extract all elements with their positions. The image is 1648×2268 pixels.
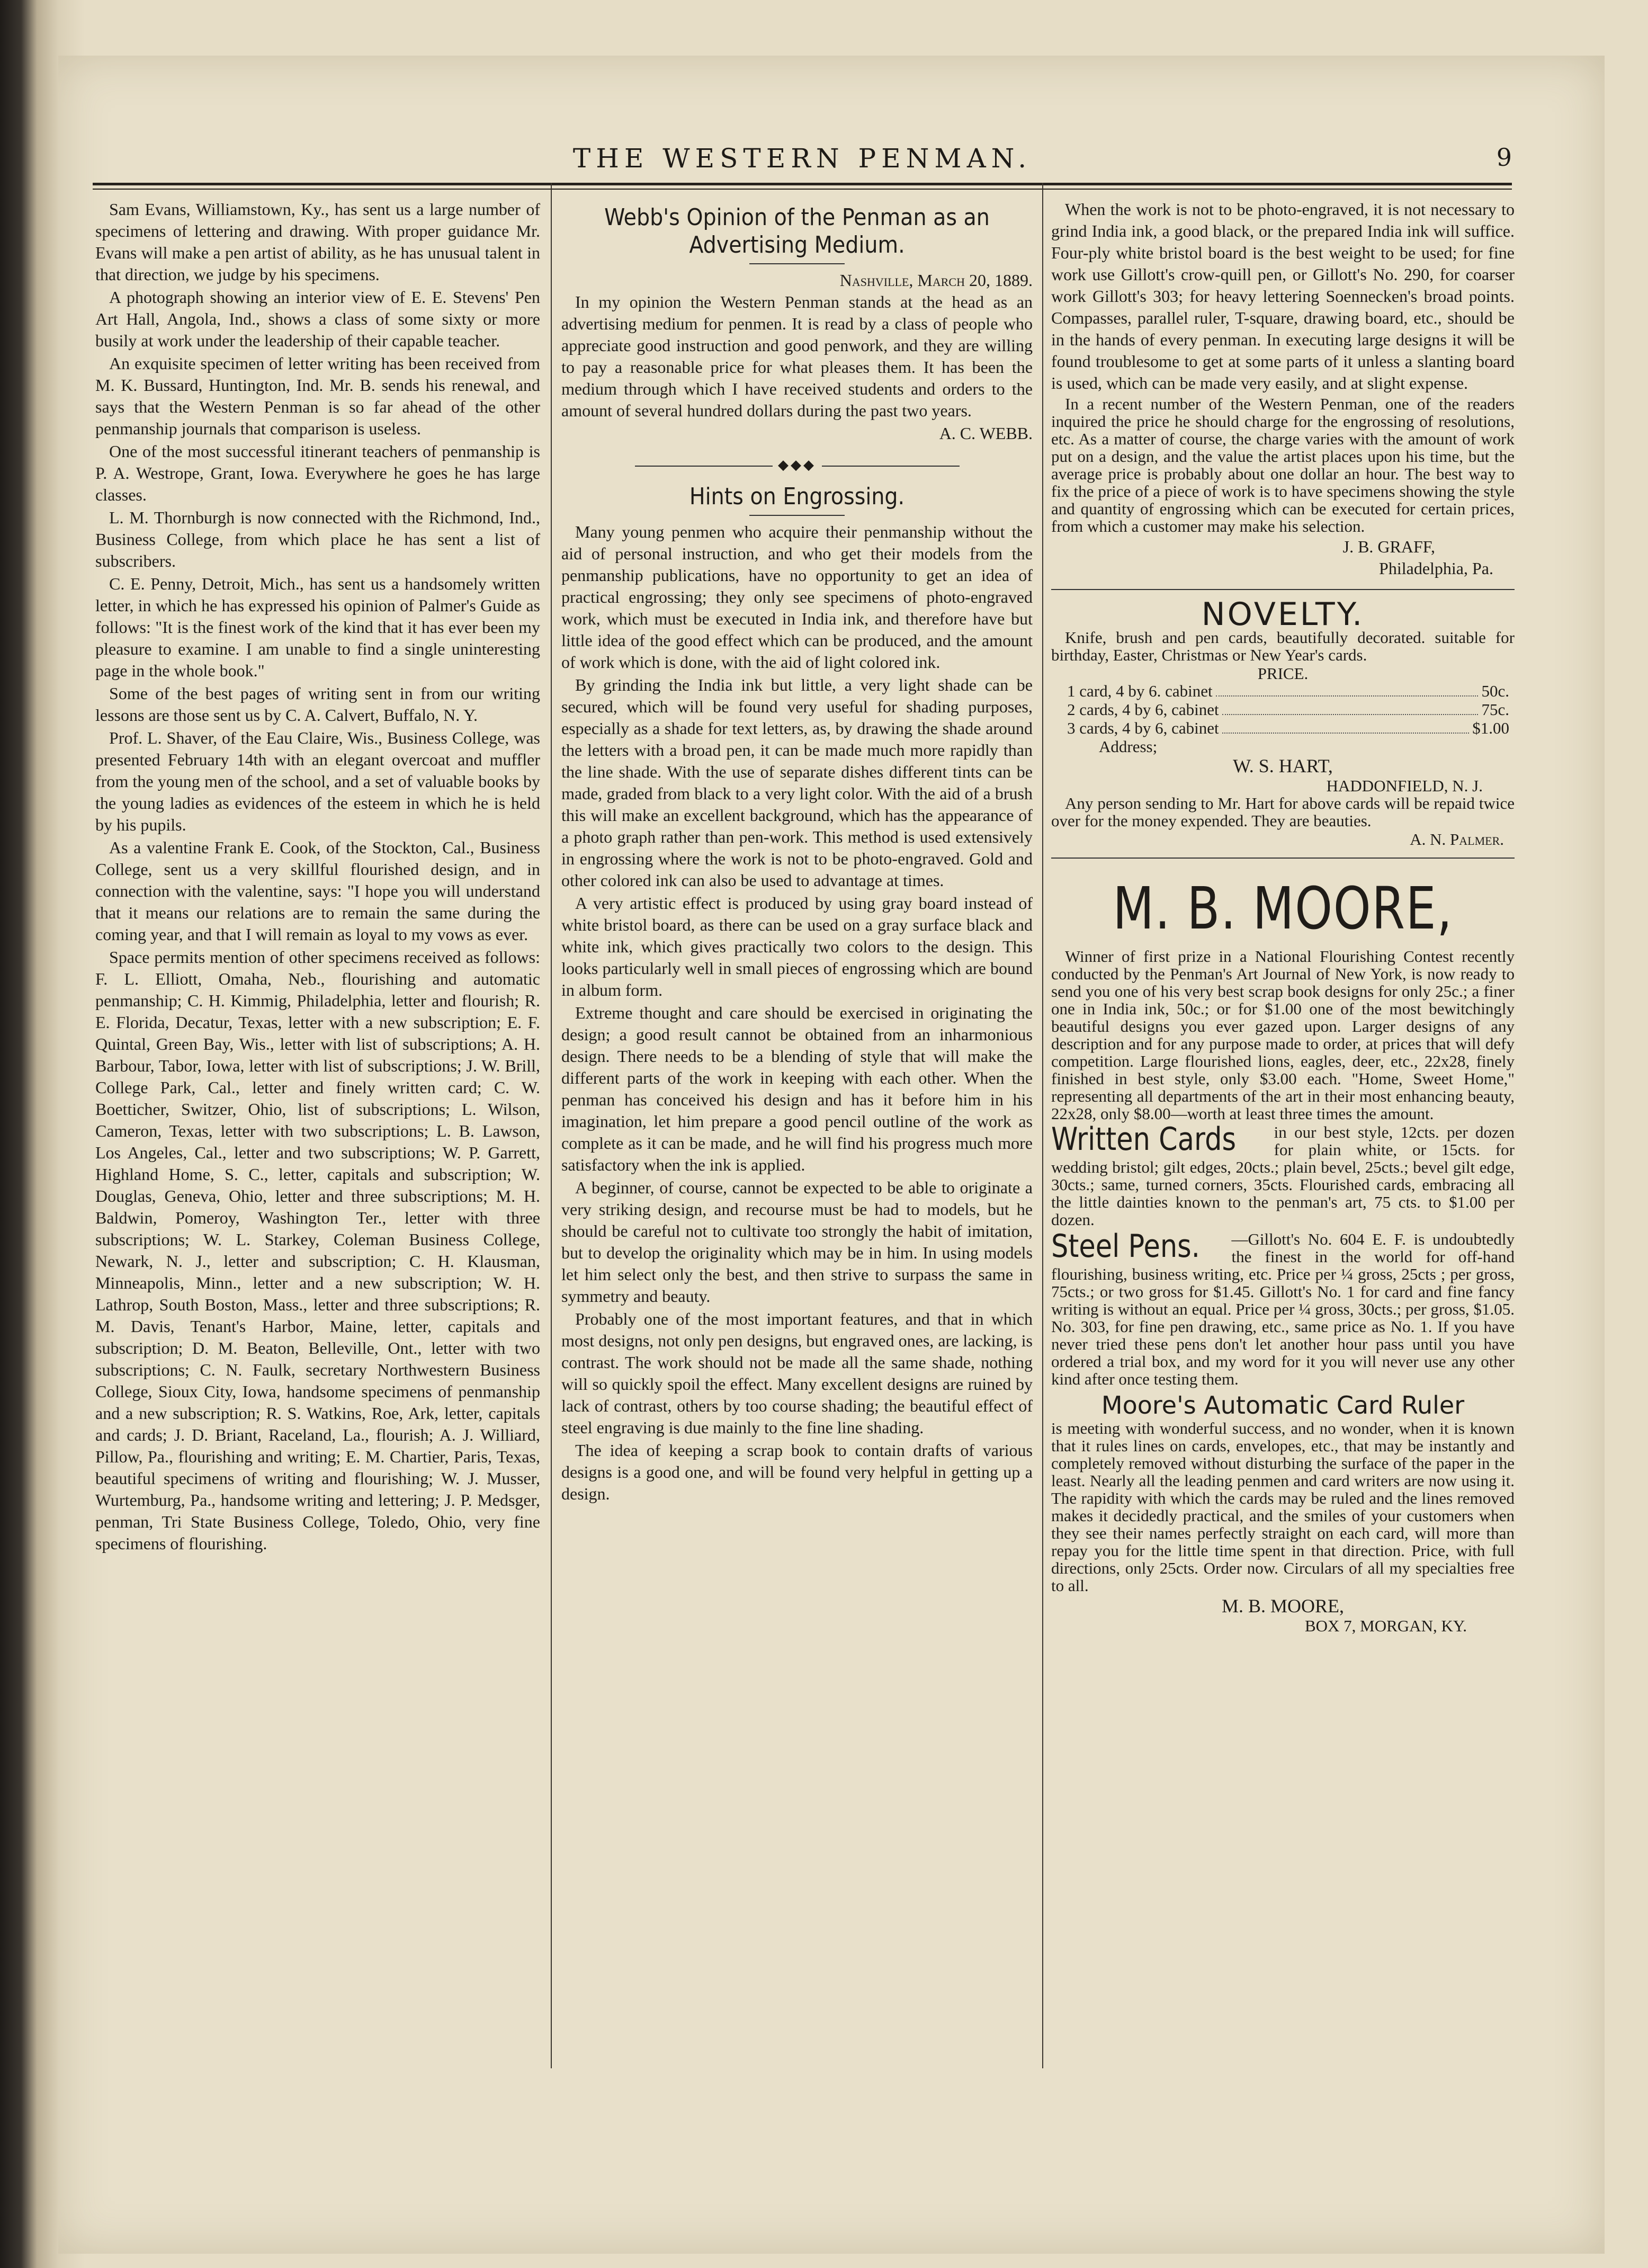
column-2 [561,199,1033,1506]
price-heading: PRICE. [1257,664,1309,683]
news-item: Space permits mention of other specimens received as follows: F. L. Elliott, Omaha, Neb., flourishing and automatic penmanship; C. H. Kimmig, Philadelphia, letter and flourish; R. E. Florida, Decatur, Texas, letter with a new subscription; E. F. Quintal, Green Bay, Wis., letter with list of subscriptions; A. H. Barbour, Tabor, Iowa, letter with list of subscriptions; J. W. Brill, College Park, Cal., letter and finely written card; C. W. Boetticher, Switzer, Ohio, list of subscriptions; L. Wilson, Cameron, Texas, letter with two subscriptions; L. B. Lawson, Los Angeles, Cal., letter and two subscriptions; W. P. Garrett, Highland Home, S. C., letter, capitals and subscription; W. Douglas, Geneva, Ohio, letter and three subscriptions; M. H. Baldwin, Pomeroy, Washington Ter., letter with three subscriptions; W. L. Starkey, Coleman Business College, Newark, N. J., letter and subscription; C. H. Klausman, Minneapolis, Minn., letter and a new subscription; W. H. Lathrop, South Boston, Mass., letter and three subscriptions; R. M. Davis, Tenant's Harbor, Maine, letter, capitals and subscription; D. M. Beaton, Belleville, Ont., letter with two subscriptions; C. N. Faulk, secretary Northwestern Business College, Sioux City, Iowa, handsome specimens of penmanship and a new subscription; R. S. Watkins, Roe, Ark, letter, capitals and cards; J. D. Briant, Raceland, La., flourish; A. J. Williard, Pillow, Pa., flourishing and writing; E. M. Chartier, Paris, Texas, beautiful specimens of writing and flourishing; W. J. Musser, Wurtemburg, Pa., handsome writing and lettering; J. P. Medsger, penman, Tri State Business College, Toledo, Ohio, very fine specimens of flourishing. [95,948,540,1553]
price-list [1051,682,1515,738]
news-item: L. M. Thornburgh is now connected with the Richmond, Ind., Business College, from which place he has sent a list of subscribers. [95,508,540,570]
title-rule [749,263,845,264]
moore-address: BOX 7, MORGAN, KY. [1304,1617,1467,1635]
leader-dots [1216,695,1479,697]
novelty-ad-title: NOVELTY. [1201,596,1365,633]
news-item: A photograph showing an interior view of E. E. Stevens' Pen Art Hall, Angola, Ind., shows a class of some sixty or more busily at work under the leadership of their capable teacher. [95,288,540,350]
webb-signature: A. C. WEBB. [939,424,1033,443]
advertiser-city: HADDONFIELD, N. J. [1326,776,1483,795]
leader-dots [1222,733,1470,734]
page-header [93,143,1512,180]
hints-paragraph: Extreme thought and care should be exercised in originating the design; a good result cannot be obtained from an inharmonious design. There needs to be a blending of style that will make the different parts of the work in keeping with each other. When the penman has conceived his design and has it before him in his imagination, let him prepare a good pencil outline of the work as complete as it can be made, and he will find his progress much more satisfactory when the ink is applied. [561,1003,1033,1174]
novelty-intro: Knife, brush and pen cards, beautifully decorated. suitable for birthday, Easter, Christmas or New Year's cards. [1051,628,1515,664]
running-title: THE WESTERN PENMAN. [572,143,1032,174]
hints-paragraph: By grinding the India ink but little, a very light shade can be secured, which will be found very useful for shading purposes, especially as a shade for text letters, as, by drawing the shade around the letters with a broad pen, it can be made much more rapidly than the line shade. With the use of separate dishes different tints can be made, graded from black to a very light color. With the aid of a brush this will make an excellent background, which has the appearance of a photo graph rather than pen-work. This method is used extensively in engrossing where the work is not to be photo-engraved. Gold and other colored ink can also be used to advantage at times. [561,675,1033,890]
column-divider-2 [1042,183,1043,2068]
ornament-divider: ◆◆◆ [561,454,1033,476]
leader-dots [1222,714,1479,715]
hints-continued: In a recent number of the Western Penman, one of the readers inquired the price he should charge for the engrossing of resolutions, etc. As a matter of course, the charge varies with the amount of work put on a design, and the value the artist places upon his time, but the average price is probably about one dollar an hour. The best way to fix the price of a piece of work is to have specimens showing the style and quantity of engrossing which can be executed for certain prices, from which a customer may make his selection. [1051,395,1515,535]
webb-dateline: Nashville, March 20, 1889. [839,271,1033,290]
price-value: 75c. [1481,700,1509,719]
graff-location: Philadelphia, Pa. [1379,559,1493,578]
card-ruler-title: Moore's Automatic Card Ruler [1101,1391,1465,1419]
steel-pens-block [1051,1228,1515,1388]
hints-paragraph: Probably one of the most important features, and that in which most designs, not only pen designs, but engraved ones, are lacking, is contrast. The work should not be made all the same shade, nothing will so quickly spoil the effect. Many excellent designs are ruined by lack of contrast, others by too course shading; the beautiful effect of steel engraving is due mainly to the fine line shading. [561,1309,1033,1437]
novelty-note: Any person sending to Mr. Hart for above cards will be repaid twice over for the money expended. They are beauties. [1051,794,1515,830]
page-number: 9 [1496,143,1512,172]
price-row [1067,682,1509,701]
price-value: $1.00 [1472,719,1509,737]
card-ruler-text: is meeting with wonderful success, and no wonder, when it is known that it rules lines on cards, envelopes, etc., that may be instantly and completely removed without disturbing the surface of the paper in the least. Nearly all the leading penmen and card writers are now using it. The rapidity with which the cards may be ruled and the lines removed makes it decidedly practical, and the smiles of your customers when they see their names perfectly straight on each card, will more than repay you for the little time spent in that direction. Price, with full directions, only 25cts. Order now. Circulars of all my specialties free to all. [1051,1419,1515,1595]
price-value: 50c. [1481,682,1509,700]
written-cards-text: in our best style, 12cts. per dozen for plain white, or 15cts. for wedding bristol; gilt edges, 20cts.; plain bevel, 25cts.; bevel gilt edge, 30cts.; same, turned corners, 35cts. Flourished cards, embracing all the little dainties known to the penman's art, 75 cts. to $1.00 per dozen. [1051,1123,1515,1229]
written-cards-block [1051,1123,1515,1228]
price-row [1067,701,1509,719]
news-item: As a valentine Frank E. Cook, of the Stockton, Cal., Business College, sent us a very skillful flourished design, and in connection with the valentine, says: "I hope you will understand that it means our relations are to remain the same during the coming year, and that I will remain as loyal to my vows as ever. [95,838,540,944]
news-item: Prof. L. Shaver, of the Eau Claire, Wis., Business College, was presented February 14th with an elegant overcoat and muffler from the young men of the school, and a set of valuable books by the young ladies as evidences of the esteem in which he is held by his pupils. [95,728,540,834]
moore-signature: M. B. MOORE, [1221,1595,1345,1617]
header-rule-thin [93,189,1512,190]
written-cards-title: Written Cards [1051,1121,1237,1158]
title-rule [749,515,845,516]
price-item: 1 card, 4 by 6. cabinet [1067,682,1213,700]
section-rule [1051,858,1515,859]
price-item: 3 cards, 4 by 6, cabinet [1067,719,1219,737]
moore-ad-title: M. B. MOORE, [1113,874,1453,942]
moore-intro: Winner of first prize in a National Flourishing Contest recently conducted by the Penman's Art Journal of New York, is now ready to send you one of his very best scrap book designs for only 25c.; a finer one in India ink, 50c.; or for $1.00 one of the most bewitchingly beautiful designs you ever gazed upon. Larger designs of any description and for any purpose made to order, at prices that will defy competition. Large flourished lions, eagles, deer, etc., 22x28, finely finished in best style, only $3.00 each. "Home, Sweet Home," representing all departments of the art in their most enhancing beauty, 22x28, only $8.00—worth at least three times the amount. [1051,947,1515,1123]
hints-article-title: Hints on Engrossing. [689,483,905,510]
header-rule-thick [93,183,1512,185]
news-item: C. E. Penny, Detroit, Mich., has sent us a handsomely written letter, in which he has expressed his opinion of Palmer's Guide as follows: "It is the finest work of the kind that it has ever been my pleasure to examine. I am unable to find a single uninteresting page in the whole book." [95,574,540,680]
webb-body: In my opinion the Western Penman stands at the head as an advertising medium for penmen. It is read by a class of people who appreciate good instruction and good penwork, and they are willing to pay a reasonable price for what pleases them. It has been the medium through which I have received students and orders to the amount of several hundred dollars during the past two years. [561,292,1033,420]
hints-paragraph: Many young penmen who acquire their penmanship without the aid of personal instruction, and who get their models from the penmanship publications, have no opportunity to get an idea of practical engrossing; they only see specimens of photo-engraved work, which must be executed in India ink, and therefore have but little idea of the good effect which can be produced, and the amount of work which is done, with the aid of light colored ink. [561,522,1033,672]
address-label: Address; [1099,737,1158,756]
graff-signature: J. B. GRAFF, [1342,537,1435,556]
news-item: An exquisite specimen of letter writing has been received from M. K. Bussard, Huntington, Ind. Mr. B. sends his renewal, and says that the Western Penman is so far ahead of the other penmanship journals that comparison is useless. [95,354,540,438]
news-item: Some of the best pages of writing sent in from our writing lessons are those sent us by C. A. Calvert, Buffalo, N. Y. [95,684,540,725]
hints-paragraph: The idea of keeping a scrap book to contain drafts of various designs is a good one, and will be found very helpful in getting up a design. [561,1441,1033,1503]
hints-continued: When the work is not to be photo-engraved, it is not necessary to grind India ink, a good black, or the prepared India ink will suffice. Four-ply white bristol board is the best weight to be used; for fine work use Gillott's crow-quill pen, or Gillott's No. 290, for coarser work Gillott's 303; for heavy lettering Soennecken's broad points. Compasses, parallel ruler, T-square, drawing board, etc., should be in the hands of every penman. In executing large designs it will be found troublesome to get at some parts of it unless a slanting board is used, which can be made very easily, and at slight expense. [1051,200,1515,392]
news-item: One of the most successful itinerant teachers of penmanship is P. A. Westrope, Grant, Iowa. Everywhere he goes he has large classes. [95,442,540,504]
column-1 [95,199,540,1556]
column-3 [1051,199,1515,1635]
webb-article-title: Webb's Opinion of the Penman as an Advertising Medium. [604,204,990,258]
column-divider-1 [551,183,552,2068]
price-item: 2 cards, 4 by 6, cabinet [1067,700,1219,719]
endorser: A. N. Palmer. [1410,830,1504,849]
steel-pens-title: Steel Pens. [1051,1228,1200,1265]
section-rule [1051,589,1515,590]
hints-paragraph: A very artistic effect is produced by using gray board instead of white bristol board, as there can be used on a gray surface black and white ink, which gives practically two colors to the design. This looks particularly well in small pieces of engrossing which are bound in album form. [561,894,1033,999]
steel-pens-text: —Gillott's No. 604 E. F. is undoubtedly the finest in the world for off-hand flourishing, business writing, etc. Price per ¼ gross, 25cts ; per gross, 75cts.; or two gross for $1.45. Gillott's No. 1 for card and fine fancy writing is without an equal. Price per ¼ gross, 30cts.; per gross, $1.05. No. 303, for fine pen drawing, etc., same price as No. 1. If you have never tried these pens don't let another hour pass until you have ordered a trial box, and my word for it you will never use any other kind after once testing them. [1051,1230,1515,1388]
advertiser-name: W. S. HART, [1233,755,1333,776]
news-item: Sam Evans, Williamstown, Ky., has sent us a large number of specimens of lettering and drawing. With proper guidance Mr. Evans will make a pen artist of ability, as he has unusual talent in that direction, we judge by his specimens. [95,200,540,284]
price-row [1067,719,1509,738]
hints-paragraph: A beginner, of course, cannot be expected to be able to originate a very striking design, and recourse must be had to models, but he should be careful not to cultivate too strongly the habit of imitation, but to develop the originality which may be in him. In using models let him select only the best, and then strive to surpass the same in symmetry and beauty. [561,1178,1033,1306]
